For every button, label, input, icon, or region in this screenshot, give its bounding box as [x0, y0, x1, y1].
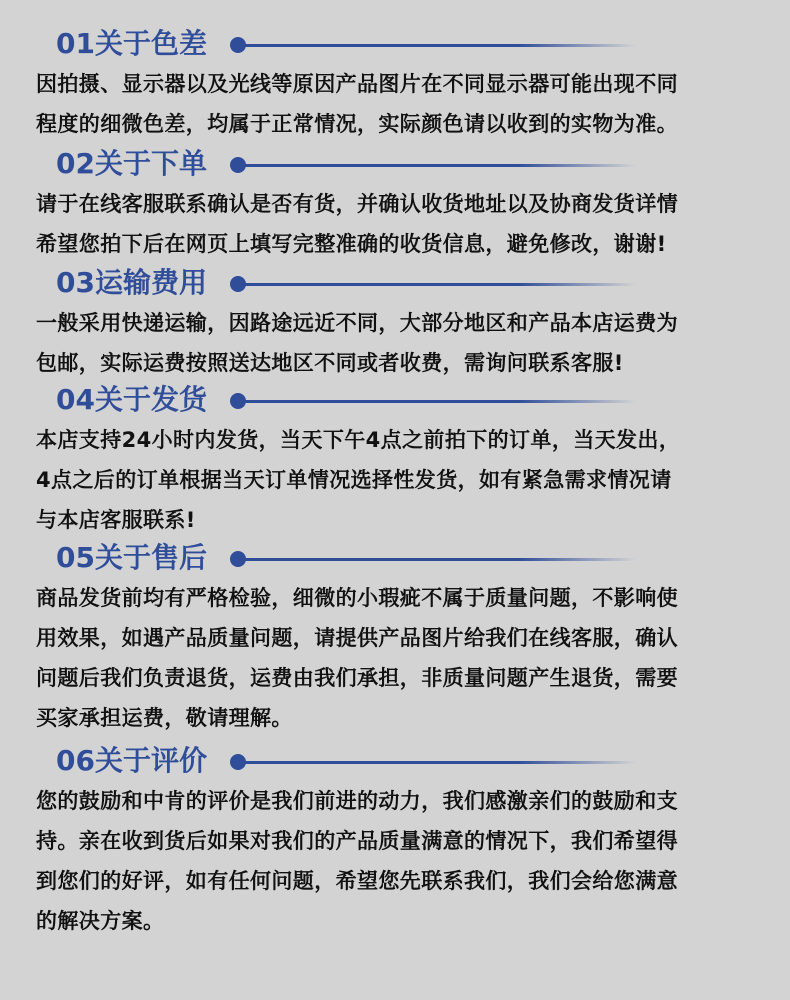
body-line: 的解决方案。: [36, 909, 165, 933]
section-body-ordering: [36, 184, 756, 264]
section-header-reviews: [56, 741, 656, 781]
section-header-color-difference: [56, 24, 656, 64]
body-line: 商品发货前均有严格检验，细微的小瑕疵不属于质量问题，不影响使: [36, 586, 678, 610]
section-body-color-difference: [36, 64, 756, 144]
section-title: 06关于评价: [56, 744, 207, 777]
section-title: 05关于售后: [56, 541, 207, 574]
body-line: 本店支持24小时内发货，当天下午4点之前拍下的订单，当天发出，: [36, 428, 681, 452]
body-line: 用效果，如遇产品质量问题，请提供产品图片给我们在线客服，确认: [36, 626, 678, 650]
body-line: 一般采用快递运输，因路途远近不同，大部分地区和产品本店运费为: [36, 311, 678, 335]
body-line: 您的鼓励和中肯的评价是我们前进的动力，我们感激亲们的鼓励和支: [36, 789, 678, 813]
body-line: 问题后我们负责退货，运费由我们承担，非质量问题产生退货，需要: [36, 666, 678, 690]
body-line: 4点之后的订单根据当天订单情况选择性发货，如有紧急需求情况请: [36, 468, 672, 492]
section-title: 04关于发货: [56, 383, 207, 416]
body-line: 持。亲在收到货后如果对我们的产品质量满意的情况下，我们希望得: [36, 829, 678, 853]
section-title: 03运输费用: [56, 266, 207, 299]
body-line: 因拍摄、显示器以及光线等原因产品图片在不同显示器可能出现不同: [36, 72, 678, 96]
body-line: 希望您拍下后在网页上填写完整准确的收货信息，避免修改，谢谢!: [36, 232, 667, 256]
section-title: 01关于色差: [56, 27, 207, 60]
section-body-delivery: [36, 420, 756, 540]
section-body-after-sales: [36, 578, 756, 738]
body-line: 包邮，实际运费按照送达地区不同或者收费，需询问联系客服!: [36, 351, 624, 375]
divider-line: [242, 164, 636, 167]
body-line: 程度的细微色差，均属于正常情况，实际颜色请以收到的实物为准。: [36, 112, 678, 136]
section-body-shipping-fee: [36, 303, 756, 383]
section-body-reviews: [36, 781, 756, 941]
divider-line: [242, 400, 636, 403]
divider-line: [242, 761, 636, 764]
body-line: 请于在线客服联系确认是否有货，并确认收货地址以及协商发货详情: [36, 192, 678, 216]
divider-line: [242, 283, 636, 286]
body-line: 到您们的好评，如有任何问题，希望您先联系我们，我们会给您满意: [36, 869, 678, 893]
section-header-shipping-fee: [56, 263, 656, 303]
divider-line: [242, 558, 636, 561]
body-line: 买家承担运费，敬请理解。: [36, 706, 293, 730]
section-title: 02关于下单: [56, 147, 207, 180]
section-header-after-sales: [56, 538, 656, 578]
section-header-ordering: [56, 144, 656, 184]
divider-line: [242, 44, 636, 47]
section-header-delivery: [56, 380, 656, 420]
body-line: 与本店客服联系!: [36, 508, 196, 532]
